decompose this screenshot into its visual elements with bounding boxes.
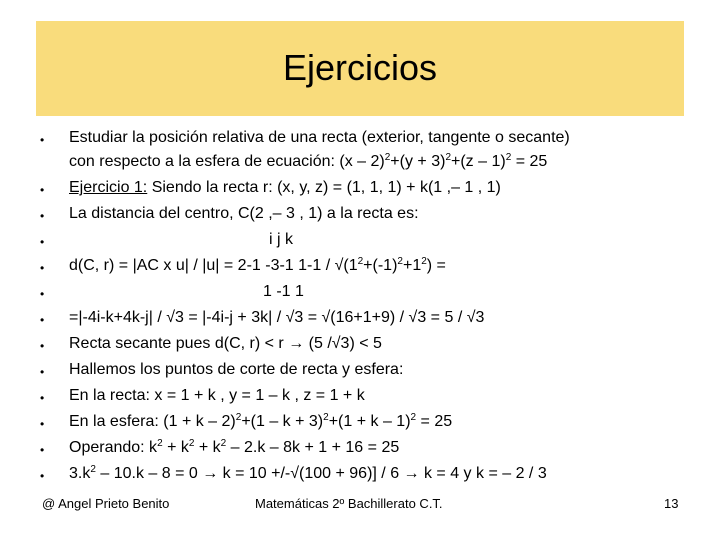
line-text: 3.k [69,465,91,482]
line-text: i j k [269,231,293,248]
bullet: • [40,209,45,223]
exponent: 2 [188,438,195,449]
bullet: • [40,391,45,405]
bullet: • [40,365,45,379]
text-line-6 [69,258,446,274]
text-line-14 [69,466,547,482]
exponent: 2 [421,256,427,267]
page-title: Ejercicios [282,47,438,88]
exponent: 2 [410,412,417,423]
line-text: + k [194,439,221,456]
line-text: En la esfera: (1 + k – 2) [69,413,236,430]
matrix-row-unit-vectors [269,232,293,248]
exponent: 2 [357,256,364,267]
line-text: +(y + 3) [390,153,446,170]
line-text: con respecto a la esfera de ecuación: (x – 2) [69,153,385,170]
line-text: Recta secante pues d(C, r) < r → (5 /√3) < 5 [69,335,382,352]
bullet: • [40,443,45,457]
line-text: d(C, r) = |AC x u| / |u| = 2-1 -3-1 1-1 / √(1 [69,257,358,274]
text-line-2 [69,154,547,170]
exponent: 2 [445,152,451,163]
exponent: 2 [220,438,227,449]
bullet: • [40,417,45,431]
line-text: +(-1) [363,257,398,274]
exponent: 2 [90,464,96,475]
exercise-label: Ejercicio 1: [69,179,148,196]
text-line-9 [69,336,382,352]
bullet: • [40,313,45,327]
bullet: • [40,133,45,147]
bullet: • [40,469,45,483]
text-line-4 [69,206,419,222]
matrix-row-direction [263,284,304,300]
exponent: 2 [505,152,512,163]
footer-author: @ Angel Prieto Benito [42,496,170,511]
line-text: +(1 + k – 1) [328,413,411,430]
exponent: 2 [157,438,163,449]
line-text: Estudiar la posición relativa de una recta (exterior, tangente o secante) [69,129,570,146]
exponent: 2 [323,412,329,423]
bullet: • [40,183,45,197]
line-text: – 2.k – 8k + 1 + 16 = 25 [226,439,400,456]
bullet: • [40,261,45,275]
text-line-3 [69,180,501,196]
line-text: 1 -1 1 [263,283,304,300]
line-text: + k [162,439,189,456]
line-text: Siendo la recta r: (x, y, z) = (1, 1, 1) + k(1 ,– 1 , 1) [147,179,501,196]
text-line-11 [69,388,365,404]
line-text: Operando: k [69,439,158,456]
text-line-8 [69,310,484,326]
text-line-10 [69,362,403,378]
exponent: 2 [397,256,403,267]
line-text: – 10.k – 8 = 0 → k = 10 +/-√(100 + 96)] / 6 → k = 4 y k = – 2 / 3 [95,465,547,482]
text-line-13 [69,440,399,456]
line-text: La distancia del centro, C(2 ,– 3 , 1) a la recta es: [69,205,419,222]
footer-course: Matemáticas 2º Bachillerato C.T. [255,496,443,511]
line-text: =|-4i-k+4k-j| / √3 = |-4i-j + 3k| / √3 = √(16+1+9) / √3 = 5 / √3 [69,309,485,326]
page-number: 13 [664,496,679,511]
line-text: En la recta: x = 1 + k , y = 1 – k , z = 1 + k [69,387,365,404]
exponent: 2 [235,412,242,423]
line-text: +(1 – k + 3) [241,413,324,430]
bullet: • [40,287,45,301]
line-text: = 25 [416,413,453,430]
bullet: • [40,339,45,353]
bullet: • [40,235,45,249]
line-text: = 25 [511,153,548,170]
line-text: +1 [402,257,422,274]
line-text: Hallemos los puntos de corte de recta y esfera: [69,361,404,378]
line-text: +(z – 1) [451,153,506,170]
line-text: ) = [426,257,446,274]
exponent: 2 [384,152,391,163]
text-line-1 [69,130,570,146]
text-line-12 [69,414,452,430]
